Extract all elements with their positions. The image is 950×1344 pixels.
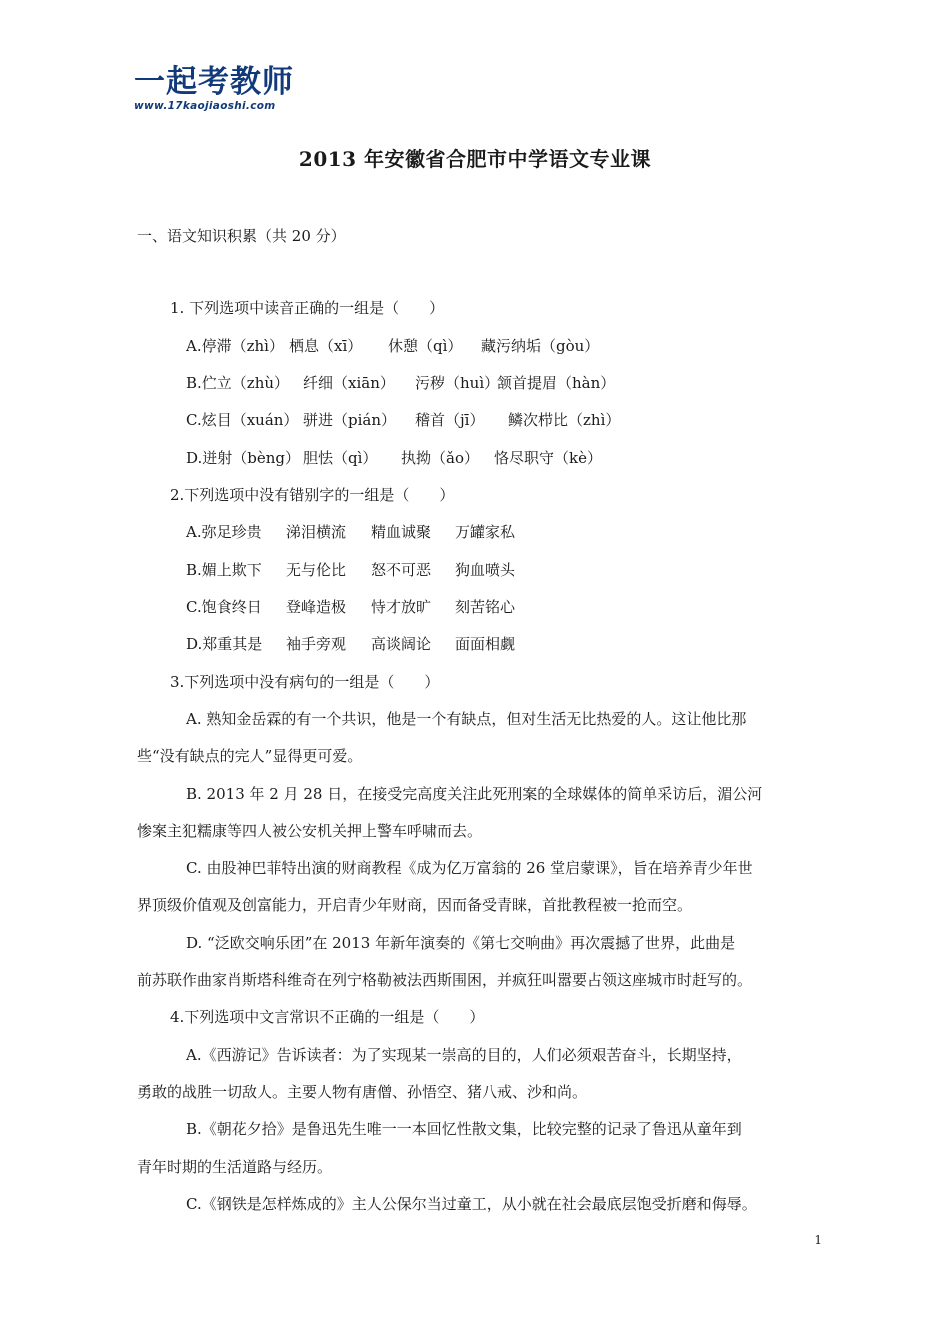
question-2-stem: 2.下列选项中没有错别字的一组是（ ） bbox=[170, 486, 455, 504]
option-part: 休憩（qì） bbox=[388, 337, 463, 355]
logo-url: www.17kaojiaoshi.com bbox=[134, 100, 276, 112]
option-part: 面面相觑 bbox=[455, 635, 516, 653]
option-part: 执拗（ǎo） bbox=[401, 449, 479, 467]
question-4-option-a-line2: 勇敢的战胜一切敌人。主要人物有唐僧、孙悟空、猪八戒、沙和尚。 bbox=[137, 1083, 588, 1101]
question-1-option-d bbox=[186, 448, 602, 468]
option-part: 恪尽职守（kè） bbox=[494, 449, 602, 467]
page-number: 1 bbox=[814, 1233, 822, 1247]
question-2-option-d bbox=[186, 634, 515, 654]
option-part: 骈进（pián） bbox=[303, 411, 397, 429]
question-3-option-c-line2: 界顶级价值观及创富能力，开启青少年财商，因而备受青睐，首批教程被一抢而空。 bbox=[137, 896, 693, 914]
question-3-option-c-line1: C. 由股神巴菲特出演的财商教程《成为亿万富翁的 26 堂启蒙课》，旨在培养青少年世 bbox=[186, 859, 753, 877]
option-part: 涕泪横流 bbox=[286, 523, 347, 541]
question-4-stem: 4.下列选项中文言常识不正确的一组是（ ） bbox=[170, 1008, 485, 1026]
logo-text: 一起考教师 bbox=[134, 64, 294, 100]
option-part: 恃才放旷 bbox=[371, 598, 432, 616]
option-part: B.媚上欺下 bbox=[186, 561, 262, 579]
option-part: 袖手旁观 bbox=[286, 635, 347, 653]
option-part: 登峰造极 bbox=[286, 598, 347, 616]
option-part: 颔首提眉（hàn） bbox=[497, 374, 616, 392]
question-4-option-c-line1: C.《钢铁是怎样炼成的》主人公保尔当过童工，从小就在社会最底层饱受折磨和侮辱。 bbox=[186, 1195, 757, 1213]
question-3-option-b-line2: 惨案主犯糯康等四人被公安机关押上警车呼啸而去。 bbox=[137, 822, 483, 840]
question-2-option-c bbox=[186, 597, 515, 617]
question-1-option-c bbox=[186, 410, 620, 430]
option-part: 藏污纳垢（gòu） bbox=[481, 337, 600, 355]
option-part: 纤细（xiān） bbox=[303, 374, 395, 392]
option-part: 万罐家私 bbox=[455, 523, 516, 541]
question-3-option-a-line2: 些“没有缺点的完人”显得更可爱。 bbox=[137, 747, 363, 765]
option-part: C.饱食终日 bbox=[186, 598, 262, 616]
option-part: 狗血喷头 bbox=[455, 561, 516, 579]
option-part: C.炫目（xuán） bbox=[186, 411, 299, 429]
option-part: A.弥足珍贵 bbox=[186, 523, 262, 541]
document-title: 2013 年安徽省合肥市中学语文专业课 bbox=[298, 147, 652, 171]
option-part: 稽首（jī） bbox=[415, 411, 485, 429]
question-4-option-b-line1: B.《朝花夕拾》是鲁迅先生唯一一本回忆性散文集，比较完整的记录了鲁迅从童年到 bbox=[186, 1120, 742, 1138]
option-part: 污秽（huì） bbox=[415, 374, 500, 392]
option-part: 栖息（xī） bbox=[289, 337, 363, 355]
question-4-option-a-line1: A.《西游记》告诉读者：为了实现某一崇高的目的，人们必须艰苦奋斗，长期坚持， bbox=[186, 1046, 742, 1064]
option-part: 精血诚聚 bbox=[371, 523, 432, 541]
question-3-option-a-line1: A. 熟知金岳霖的有一个共识，他是一个有缺点，但对生活无比热爱的人。这让他比那 bbox=[186, 710, 747, 728]
option-part: 无与伦比 bbox=[286, 561, 347, 579]
option-part: A.停滞（zhì） bbox=[186, 337, 284, 355]
option-part: 胆怯（qì） bbox=[303, 449, 378, 467]
site-logo bbox=[134, 64, 314, 114]
option-part: D.迸射（bèng） bbox=[186, 449, 301, 467]
question-2-option-a bbox=[186, 522, 515, 542]
question-1-option-a bbox=[186, 336, 599, 356]
option-part: 高谈阔论 bbox=[371, 635, 432, 653]
question-3-option-d-line1: D. “泛欧交响乐团”在 2013 年新年演奏的《第七交响曲》再次震撼了世界，此曲是 bbox=[186, 934, 736, 952]
question-3-option-b-line1: B. 2013 年 2 月 28 日，在接受完高度关注此死刑案的全球媒体的简单采访后，湄公河 bbox=[186, 785, 763, 803]
question-2-option-b bbox=[186, 560, 515, 580]
question-3-option-d-line2: 前苏联作曲家肖斯塔科维奇在列宁格勒被法西斯围困，并疯狂叫嚣要占领这座城市时赶写的。 bbox=[137, 971, 753, 989]
option-part: 鳞次栉比（zhì） bbox=[508, 411, 621, 429]
option-part: D.郑重其是 bbox=[186, 635, 263, 653]
question-3-stem: 3.下列选项中没有病句的一组是（ ） bbox=[170, 673, 440, 691]
question-4-option-b-line2: 青年时期的生活道路与经历。 bbox=[137, 1158, 333, 1176]
question-1-option-b bbox=[186, 373, 615, 393]
option-part: 怒不可恶 bbox=[371, 561, 432, 579]
question-1-stem: 1. 下列选项中读音正确的一组是（ ） bbox=[170, 299, 445, 317]
option-part: 刻苦铭心 bbox=[455, 598, 516, 616]
option-part: B.伫立（zhù） bbox=[186, 374, 290, 392]
section-heading: 一、语文知识积累（共 20 分） bbox=[137, 227, 346, 245]
